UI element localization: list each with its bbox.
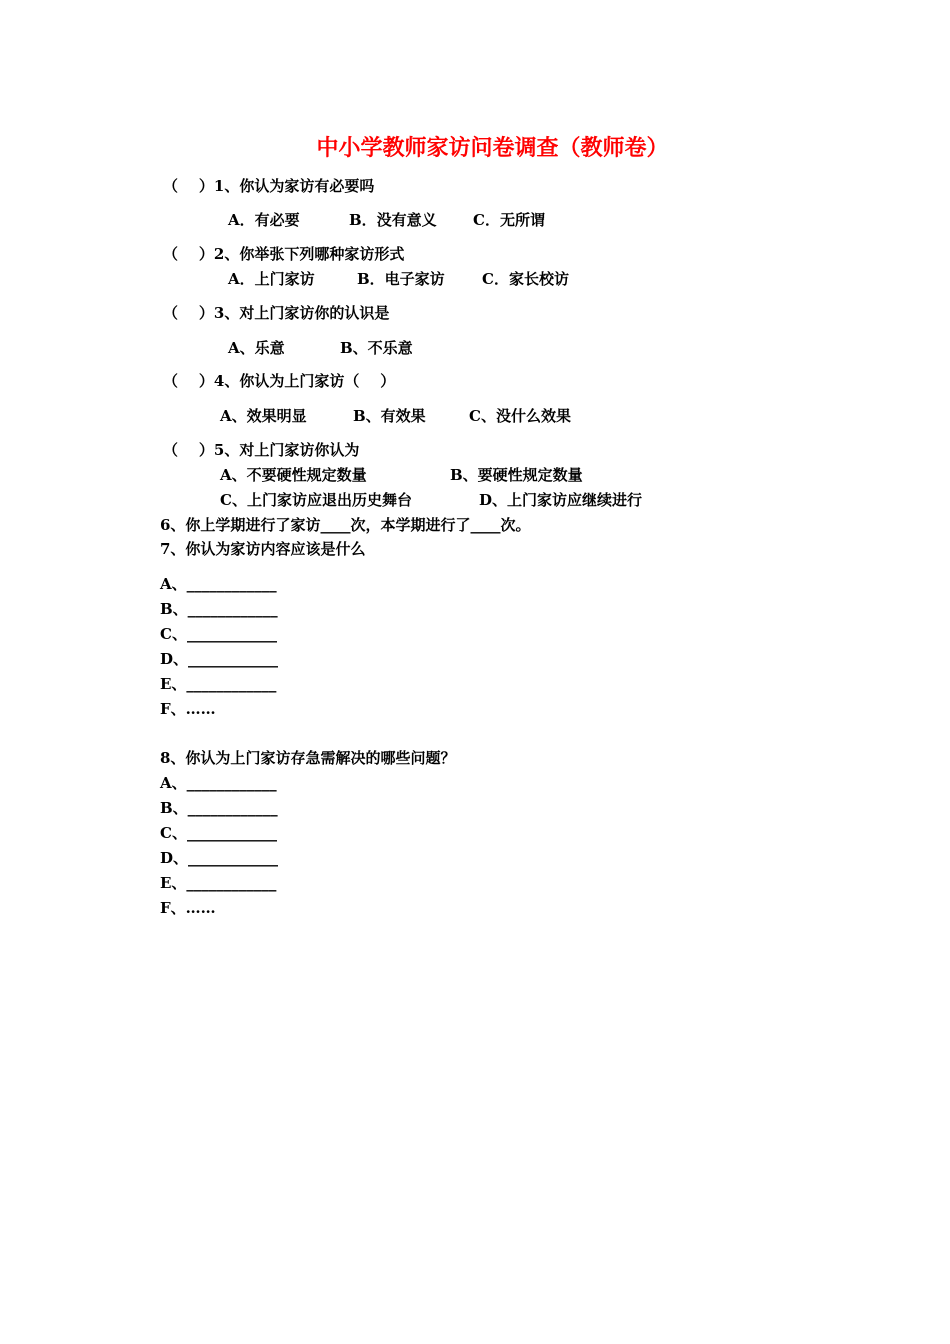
q5-option-a: A、不要硬性规定数量 (220, 466, 367, 484)
q2-option-b: B．电子家访 (357, 270, 445, 288)
question-7: 7、你认为家访内容应该是什么 (160, 540, 366, 558)
q5-option-c: C、上门家访应退出历史舞台 (220, 491, 412, 509)
q2-option-a: A．上门家访 (228, 270, 315, 288)
q7-answer-e: E、____________ (160, 675, 277, 693)
q1-option-c: C．无所谓 (473, 211, 545, 229)
q3-option-b: B、不乐意 (340, 339, 413, 357)
q8-answer-d: D、____________ (160, 849, 279, 867)
q8-answer-e: E、____________ (160, 874, 277, 892)
q7-answer-a: A、____________ (160, 575, 277, 593)
q4-option-a: A、效果明显 (220, 407, 307, 425)
q1-option-a: A．有必要 (228, 211, 300, 229)
question-4: （ ）4、你认为上门家访（ ） (163, 372, 396, 390)
q5-option-b: B、要硬性规定数量 (450, 466, 583, 484)
q4-option-b: B、有效果 (353, 407, 426, 425)
q8-answer-c: C、____________ (160, 824, 277, 842)
question-6: 6、你上学期进行了家访____次，本学期进行了____次。 (160, 516, 531, 534)
question-8: 8、你认为上门家访存急需解决的哪些问题？ (160, 749, 456, 767)
q7-answer-d: D、____________ (160, 650, 279, 668)
q7-answer-b: B、____________ (160, 600, 278, 618)
q7-answer-c: C、____________ (160, 625, 277, 643)
question-5: （ ）5、对上门家访你认为 (163, 441, 360, 459)
q8-answer-b: B、____________ (160, 799, 278, 817)
q4-option-c: C、没什么效果 (469, 407, 571, 425)
question-3: （ ）3、对上门家访你的认识是 (163, 304, 390, 322)
q8-answer-a: A、____________ (160, 774, 277, 792)
q2-option-c: C．家长校访 (482, 270, 569, 288)
q3-option-a: A、乐意 (228, 339, 285, 357)
question-1: （ ）1、你认为家访有必要吗 (163, 177, 375, 195)
q7-answer-f: F、…… (160, 700, 216, 718)
q5-option-d: D、上门家访应继续进行 (479, 491, 643, 509)
page-title: 中小学教师家访问卷调查（教师卷） (316, 135, 669, 161)
q8-answer-f: F、…… (160, 899, 216, 917)
question-2: （ ）2、你举张下列哪种家访形式 (163, 245, 405, 263)
q1-option-b: B．没有意义 (349, 211, 437, 229)
